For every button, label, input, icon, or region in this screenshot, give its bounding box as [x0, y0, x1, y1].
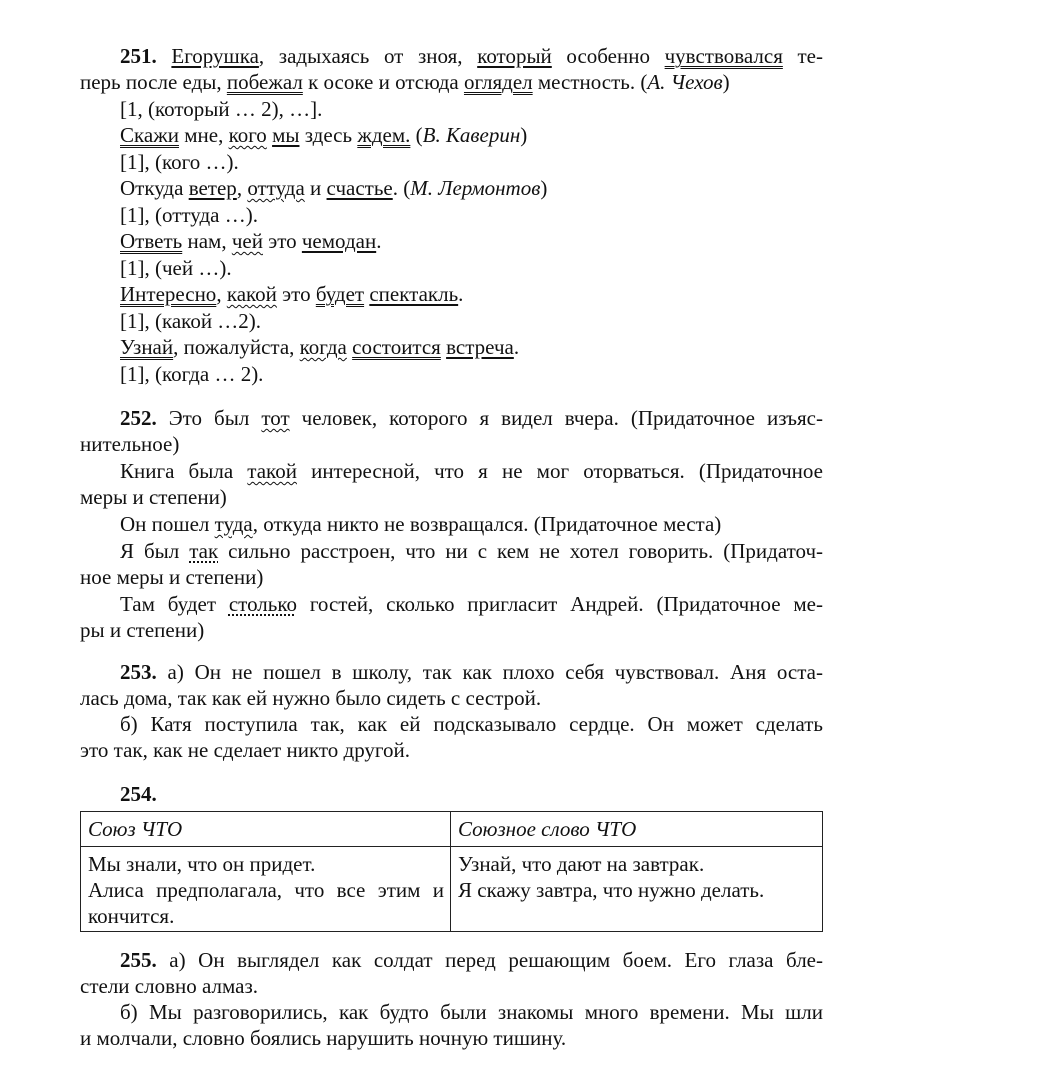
text-run: .: [513, 335, 520, 359]
author-name: М. Лермонтов: [410, 176, 541, 200]
text-run: , откуда никто не возвращался. (Придаточное места): [252, 512, 722, 536]
author-name: В. Каверин: [422, 123, 521, 147]
ex255-line-3: б) Мы разговорились, как будто были знакомы много времени. Мы шли: [120, 1000, 823, 1024]
text-run: мне,: [178, 123, 229, 147]
ex252-line-1: [120, 405, 823, 431]
ex254-heading: [120, 781, 823, 807]
text-run: интересной, что я не мог оторваться. (Придаточное: [296, 459, 823, 483]
table-cell: [451, 847, 823, 932]
text-run: , пожалуйста,: [173, 335, 300, 359]
ex251-line-3: [120, 122, 823, 148]
predicate-word: чувствовался: [664, 44, 783, 68]
demonstrative-word: так: [189, 539, 219, 563]
cell-line: Мы знали, что он придет.: [88, 852, 316, 876]
ex252-line-5: [120, 511, 823, 537]
predicate-word: побежал: [226, 70, 303, 94]
subject-word: встреча: [446, 335, 514, 359]
text-run: . (: [392, 176, 411, 200]
adverbial-word: оттуда: [247, 176, 305, 200]
ex253-line-1: [120, 659, 823, 685]
ex253-line-4: это так, как не сделает никто другой.: [80, 738, 411, 762]
demonstrative-word: тот: [261, 406, 290, 430]
text-run: это: [262, 229, 302, 253]
text-run: Это был: [156, 406, 262, 430]
table-cell: [81, 847, 451, 932]
ex255-line-1: [120, 947, 823, 973]
ex251-line-7: [120, 334, 823, 360]
cell-line: Узнай, что дают на завтрак.: [458, 852, 705, 876]
cell-line: кончится.: [88, 904, 175, 928]
text-run: Я был: [120, 539, 190, 563]
text-run: а) Он не пошел в школу, так как плохо себя чувствовал. Аня оста-: [156, 660, 823, 684]
exercise-number-254: 254.: [120, 782, 157, 806]
subject-word: чемодан: [301, 229, 377, 253]
text-run: ): [540, 176, 548, 200]
text-run: местность. (: [532, 70, 648, 94]
text-run: Книга была: [120, 459, 248, 483]
ex251-scheme-3: [1], (оттуда …).: [120, 203, 258, 227]
text-run: те-: [782, 44, 823, 68]
ex251-scheme-2: [1], (кого …).: [120, 150, 239, 174]
table-row: [81, 847, 823, 932]
text-run: Он пошел: [120, 512, 215, 536]
ex251-line-5: [120, 228, 823, 254]
ex251-scheme-1: [1, (который … 2), …].: [120, 97, 323, 121]
subject-word: Егорушка: [171, 44, 259, 68]
predicate-word: Узнай: [120, 335, 174, 359]
table-header-cell: Союзное слово ЧТО: [451, 812, 823, 847]
ex251-scheme-5: [1], (какой …2).: [120, 309, 262, 333]
text-run: ): [722, 70, 730, 94]
subject-word: ветер: [188, 176, 237, 200]
table-header-row: [81, 812, 823, 847]
ex252-line-6: [120, 538, 823, 564]
ex255-line-4: и молчали, словно боялись нарушить ночную тишину.: [80, 1026, 567, 1050]
ex252-line-7: ное меры и степени): [80, 565, 264, 589]
ex251-line-1: [120, 43, 823, 69]
subject-word: который: [477, 44, 552, 68]
text-run: ): [520, 123, 528, 147]
text-run: Откуда: [120, 176, 189, 200]
exercise-number-255: 255.: [120, 948, 157, 972]
ex251-line-6: [120, 281, 823, 307]
cell-line: Алиса предполагала, что все этим и: [88, 878, 444, 902]
subject-word: мы: [272, 123, 300, 147]
text-run: здесь: [299, 123, 358, 147]
predicate-word: ждем.: [357, 123, 411, 147]
cell-line: Я скажу завтра, что нужно делать.: [458, 878, 765, 902]
text-run: гостей, сколько пригласит Андрей. (Придаточное ме-: [296, 592, 823, 616]
attribute-word: какой: [226, 282, 277, 306]
ex252-line-4: меры и степени): [80, 485, 227, 509]
text-run: (: [410, 123, 423, 147]
ex251-line-4: [120, 175, 823, 201]
text-run: нам,: [182, 229, 232, 253]
ex253-line-3: б) Катя поступила так, как ей подсказывало сердце. Он может сделать: [120, 712, 823, 736]
ex252-line-2: нительное): [80, 432, 180, 456]
author-name: А. Чехов: [647, 70, 723, 94]
text-run: а) Он выглядел как солдат перед решающим боем. Его глаза бле-: [156, 948, 823, 972]
exercise-number-251: 251.: [120, 44, 157, 68]
demonstrative-word: столько: [228, 592, 297, 616]
exercise-number-252: 252.: [120, 406, 157, 430]
text-run: особенно: [551, 44, 665, 68]
exercise-number-253: 253.: [120, 660, 157, 684]
table-header-cell: Союз ЧТО: [81, 812, 451, 847]
demonstrative-word: такой: [247, 459, 297, 483]
subject-word: спектакль: [369, 282, 459, 306]
conjunction-table: [80, 811, 823, 932]
predicate-word: Ответь: [120, 229, 183, 253]
text-run: .: [458, 282, 464, 306]
subject-word: счастье: [326, 176, 393, 200]
text-run: к осоке и отсюда: [302, 70, 464, 94]
object-word: кого: [228, 123, 267, 147]
ex251-scheme-6: [1], (когда … 2).: [120, 362, 264, 386]
text-run: ,: [236, 176, 248, 200]
text-run: человек, которого я видел вчера. (Придаточное изъяс-: [289, 406, 823, 430]
predicate-word: состоится: [352, 335, 441, 359]
text-run: ,: [216, 282, 227, 306]
predicate-word: Интересно: [120, 282, 217, 306]
adverbial-word: когда: [299, 335, 347, 359]
text-run: .: [376, 229, 382, 253]
text-run: и: [304, 176, 327, 200]
ex253-line-2: лась дома, так как ей нужно было сидеть с сестрой.: [80, 686, 542, 710]
demonstrative-word: туда: [214, 512, 253, 536]
ex251-scheme-4: [1], (чей …).: [120, 256, 232, 280]
text-run: сильно расстроен, что ни с кем не хотел говорить. (Придаточ-: [218, 539, 824, 563]
attribute-word: чей: [231, 229, 263, 253]
text-run: Там будет: [120, 592, 229, 616]
text-run: перь после еды,: [80, 70, 227, 94]
ex252-line-3: [120, 458, 823, 484]
ex252-line-9: ры и степени): [80, 618, 205, 642]
predicate-word: Скажи: [120, 123, 179, 147]
ex255-line-2: стели словно алмаз.: [80, 974, 258, 998]
predicate-word: оглядел: [463, 70, 533, 94]
text-run: , задыхаясь от зноя,: [258, 44, 478, 68]
ex251-line-2: [80, 69, 823, 95]
text-run: это: [276, 282, 316, 306]
ex252-line-8: [120, 591, 823, 617]
predicate-word: будет: [315, 282, 365, 306]
